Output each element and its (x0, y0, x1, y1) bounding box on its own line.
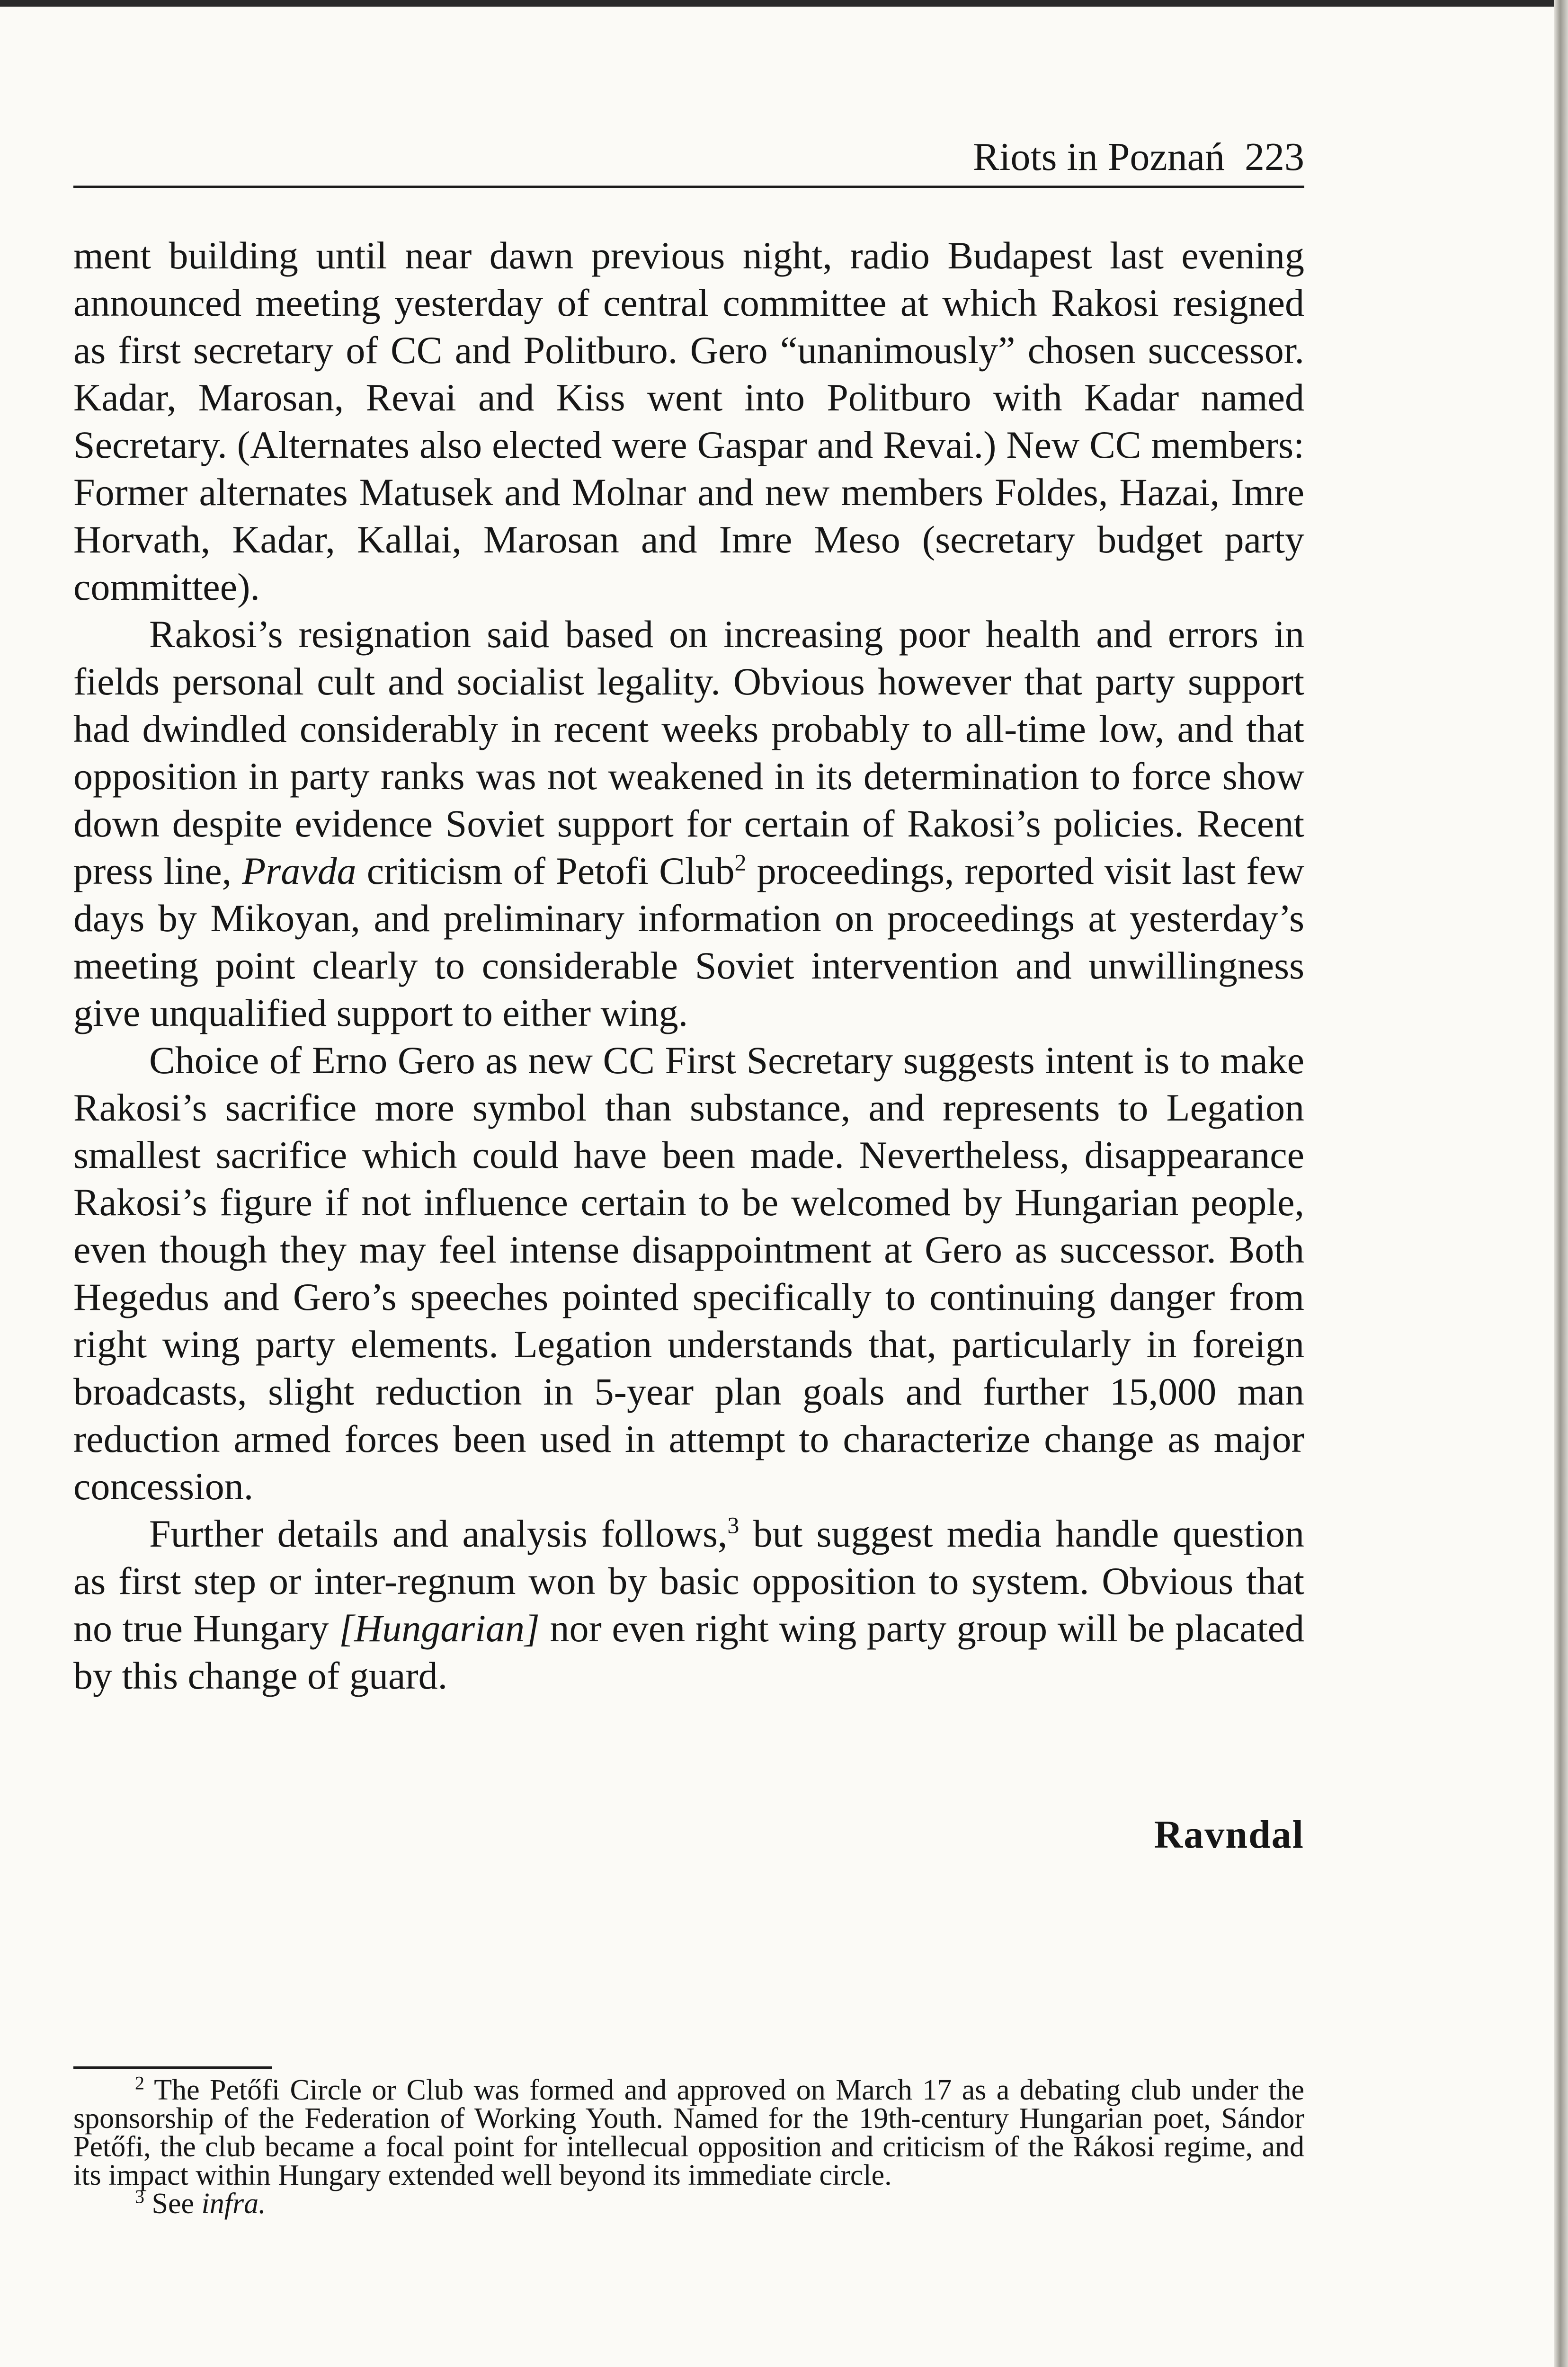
paragraph-2-italic: Pravda (242, 849, 356, 892)
footnotes (73, 2072, 1304, 2220)
footnote-3-italic: infra. (201, 2188, 266, 2220)
document-body (73, 232, 1304, 1700)
page-number: 223 (1245, 135, 1304, 179)
paragraph-2 (73, 611, 1304, 1037)
paragraph-4-text-c: nor even right wing party group will be placated by this change of guard. (73, 1607, 1304, 1697)
paragraph-2-text-c: proceedings, reported visit last few days by Mikoyan, and preliminary information on proceedings at yesterday’s meeting point clearly to considerable Soviet intervention and unwillingness give unqualified support to either wing. (73, 849, 1305, 1034)
paragraph-4-text-b: but suggest media handle question as first step or inter-regnum won by basic opposition to system. Obvious that no true Hungary (73, 1512, 1304, 1650)
paragraph-1: ment building until near dawn previous night, radio Budapest last evening announced meeting yesterday of central committee at which Rakosi resigned as first secretary of CC and Politburo. Gero “unanimously” chosen successor. Kadar, Marosan, Revai and Kiss went into Politburo with Kadar named Secretary. (Alternates also elected were Gaspar and Revai.) New CC members: Former alternates Matusek and Molnar and new members Foldes, Hazai, Imre Horvath, Kadar, Kallai, Marosan and Imre Meso (secretary budget party committee). (73, 234, 1304, 608)
scan-top-edge (0, 0, 1568, 7)
running-title: Riots in Poznań (972, 135, 1225, 179)
footnote-2-marker: 2 (135, 2072, 144, 2094)
footnote-ref-3: 3 (727, 1512, 739, 1539)
footnote-3-text: See (144, 2188, 202, 2220)
paragraph-2-text-a: Rakosi’s resignation said based on increasing poor health and errors in fields personal cult and socialist legality. Obvious however that party support had dwindled considerably in recent weeks probably to all-time low, and that opposition in party ranks was not weakened in its determination to force show down despite evidence Soviet support for certain of Rakosi’s policies. Recent press line, (73, 613, 1304, 892)
paragraph-2-text-b: criticism of Petofi Club (356, 849, 735, 892)
book-spine-edge (1554, 0, 1568, 2367)
paragraph-4-italic: [Hungarian] (339, 1607, 540, 1650)
paragraph-4 (73, 1510, 1304, 1700)
footnote-ref-2: 2 (734, 849, 747, 876)
running-header (73, 133, 1304, 181)
paragraph-3: Choice of Erno Gero as new CC First Secretary suggests intent is to make Rakosi’s sacrifice more symbol than substance, and represents to Legation smallest sacrifice which could have been made. Nevertheless, disappearance Rakosi’s figure if not influence certain to be welcomed by Hungarian people, even though they may feel intense disappointment at Gero as successor. Both Hegedus and Gero’s speeches pointed specifically to continuing danger from right wing party elements. Legation understands that, particularly in foreign broadcasts, slight reduction in 5-year plan goals and further 15,000 man reduction armed forces been used in attempt to characterize change as major concession. (73, 1039, 1304, 1508)
footnote-3-marker: 3 (135, 2186, 144, 2207)
paragraph-4-text-a: Further details and analysis follows, (149, 1512, 728, 1555)
header-rule (73, 186, 1304, 188)
signature: Ravndal (1154, 1813, 1304, 1857)
footnote-2 (73, 2072, 1304, 2191)
footnote-rule (73, 2066, 272, 2069)
footnote-2-text: The Petőfi Circle or Club was formed and approved on March 17 as a debating club under the sponsorship of the Federation of Working Youth. Named for the 19th-century Hungarian poet, Sándor Petőfi, the club became a focal point for intellecual opposition and criticism of the Rákosi regime, and its impact within Hungary extended well beyond its immediate circle. (73, 2074, 1304, 2191)
footnote-3 (73, 2186, 1304, 2220)
